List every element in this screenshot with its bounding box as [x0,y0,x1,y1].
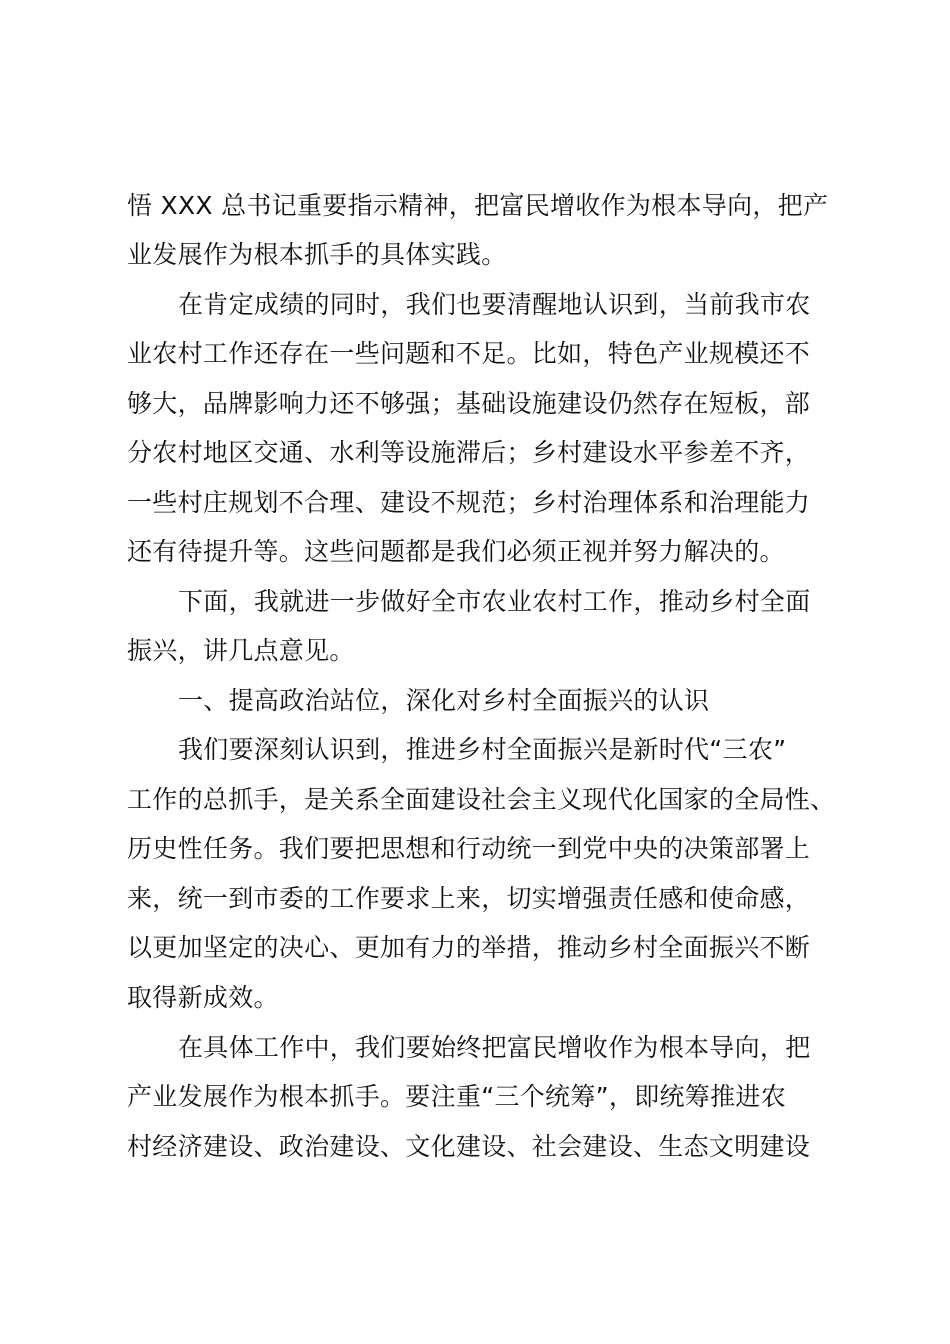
paragraph-line: 业农村工作还存在一些问题和不足。比如，特色产业规模还不 [127,339,811,368]
paragraph-line: 工作的总抓手，是关系全面建设社会主义现代化国家的全局性、 [127,785,836,814]
section-heading: 一、提高政治站位，深化对乡村全面振兴的认识 [178,686,710,715]
paragraph-line: 我们要深刻认识到，推进乡村全面振兴是新时代“三农” [178,735,787,764]
paragraph-line: 业发展作为根本抓手的具体实践。 [127,240,507,269]
paragraph-line: 来，统一到市委的工作要求上来，切实增强责任感和使命感， [127,884,811,913]
paragraph-line: 在具体工作中，我们要始终把富民增收作为根本导向，把 [178,1033,811,1062]
paragraph-line: 悟 XXX 总书记重要指示精神，把富民增收作为根本导向，把产 [127,191,829,220]
paragraph-line: 一些村庄规划不合理、建设不规范；乡村治理体系和治理能力 [127,488,811,517]
paragraph-line: 村经济建设、政治建设、文化建设、社会建设、生态文明建设 [127,1132,811,1161]
paragraph-line: 还有待提升等。这些问题都是我们必须正视并努力解决的。 [127,537,785,566]
paragraph-line: 以更加坚定的决心、更加有力的举措，推动乡村全面振兴不断 [127,933,811,962]
paragraph-line: 在肯定成绩的同时，我们也要清醒地认识到，当前我市农 [178,290,811,319]
paragraph-line: 够大，品牌影响力还不够强；基础设施建设仍然存在短板，部 [127,389,811,418]
paragraph-line: 下面，我就进一步做好全市农业农村工作，推动乡村全面 [178,587,811,616]
paragraph-line: 取得新成效。 [127,983,279,1012]
paragraph-line: 振兴，讲几点意见。 [127,636,355,665]
paragraph-line: 产业发展作为根本抓手。要注重“三个统筹”，即统筹推进农 [127,1082,787,1111]
paragraph-line: 分农村地区交通、水利等设施滞后；乡村建设水平参差不齐， [127,438,811,467]
paragraph-line: 历史性任务。我们要把思想和行动统一到党中央的决策部署上 [127,834,811,863]
